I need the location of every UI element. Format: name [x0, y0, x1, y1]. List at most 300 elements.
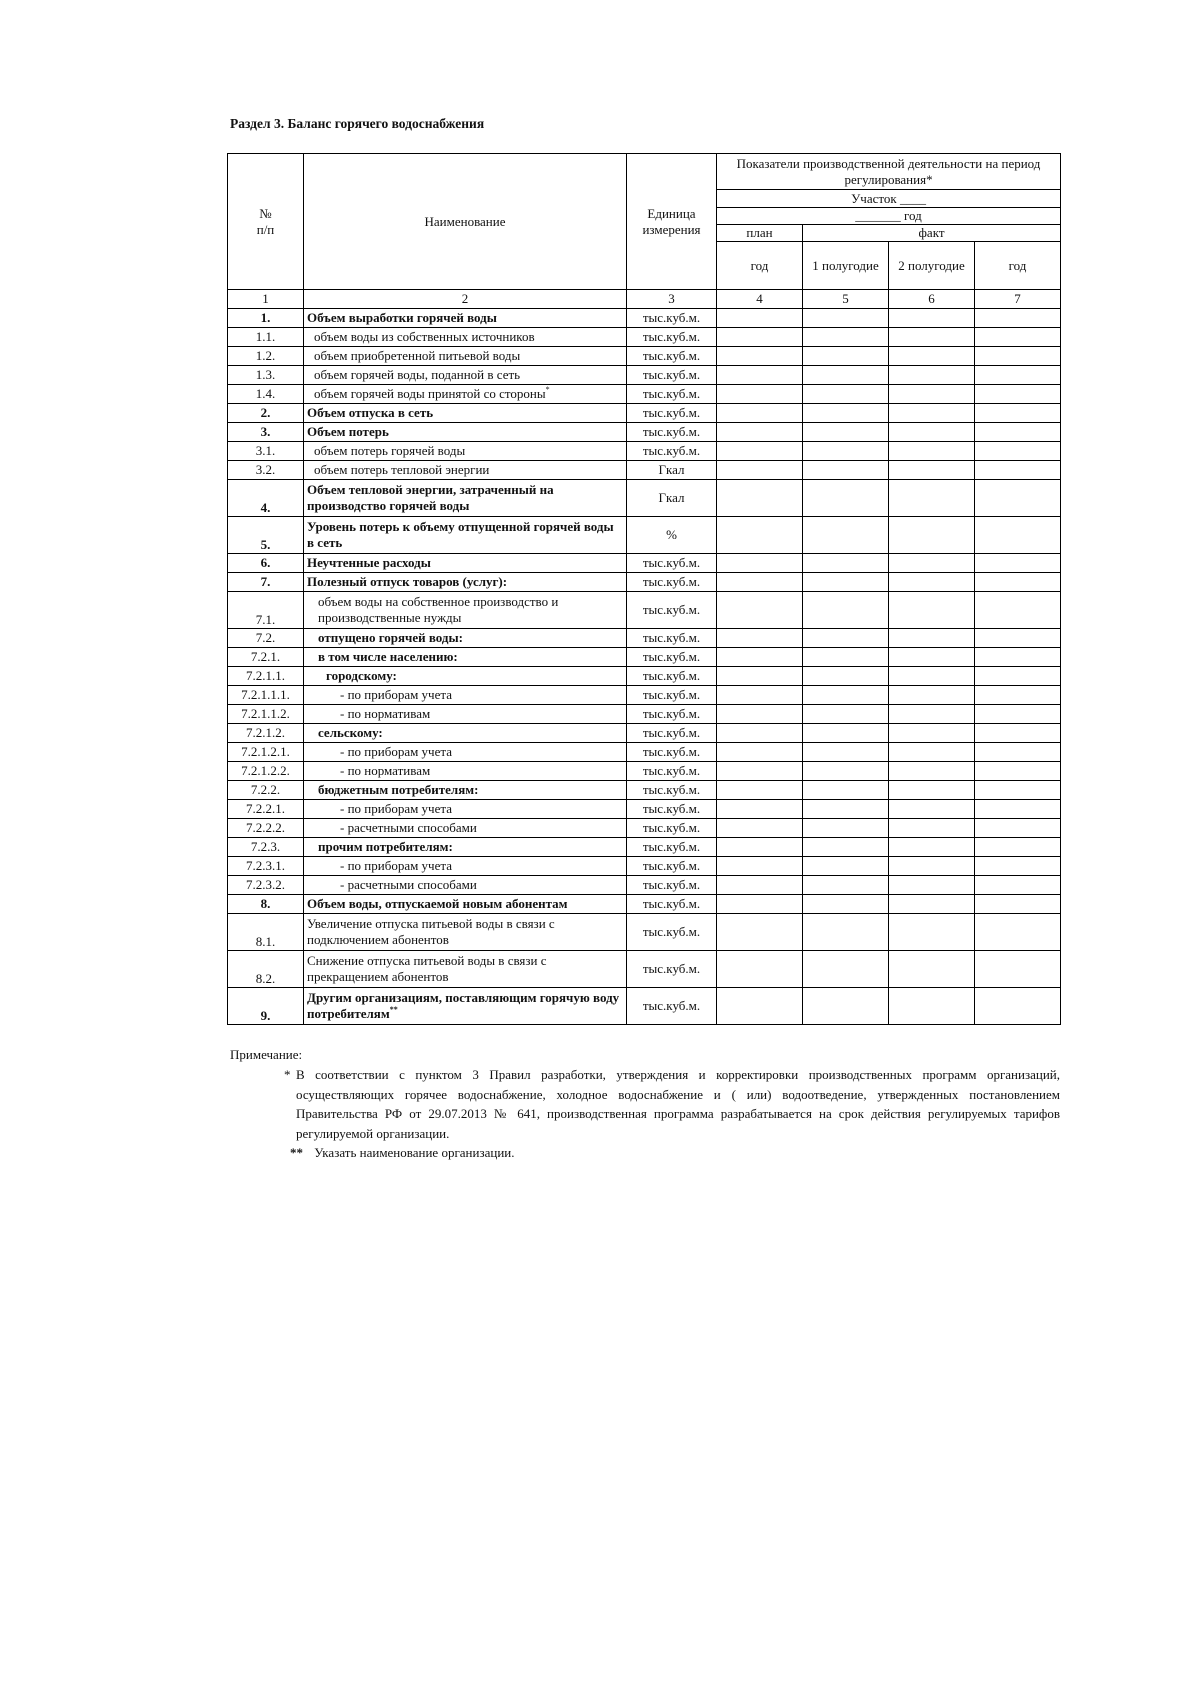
value-cell — [975, 442, 1061, 461]
row-unit: тыс.куб.м. — [627, 686, 717, 705]
row-number: 7.1. — [228, 592, 304, 629]
table-row — [228, 648, 1061, 667]
row-name-text: отпущено горячей воды: — [318, 630, 463, 645]
value-cell — [803, 442, 889, 461]
row-name-text: Другим организациям, поставляющим горячую воду потребителям — [307, 990, 620, 1021]
table-row — [228, 686, 1061, 705]
value-cell — [803, 667, 889, 686]
value-cell — [803, 800, 889, 819]
row-name-text: - по приборам учета — [340, 801, 452, 816]
value-cell — [889, 442, 975, 461]
row-unit: тыс.куб.м. — [627, 573, 717, 592]
row-name — [304, 667, 627, 686]
row-unit: тыс.куб.м. — [627, 876, 717, 895]
table-row — [228, 592, 1061, 629]
value-cell — [889, 461, 975, 480]
value-cell — [975, 914, 1061, 951]
value-cell — [975, 366, 1061, 385]
value-cell — [803, 648, 889, 667]
row-name-text: сельскому: — [318, 725, 383, 740]
value-cell — [889, 705, 975, 724]
value-cell — [803, 686, 889, 705]
row-unit: тыс.куб.м. — [627, 724, 717, 743]
section-title: Раздел 3. Баланс горячего водоснабжения — [230, 116, 485, 131]
row-unit: тыс.куб.м. — [627, 328, 717, 347]
footnote-1-mark: * — [284, 1067, 291, 1082]
value-cell — [975, 554, 1061, 573]
row-number: 7.2.1.1.1. — [228, 686, 304, 705]
column-number: 5 — [803, 290, 889, 309]
row-number: 7.2.2.2. — [228, 819, 304, 838]
row-unit: тыс.куб.м. — [627, 554, 717, 573]
column-number: 4 — [717, 290, 803, 309]
row-number: 7.2.2. — [228, 781, 304, 800]
header-unit: Единица измерения — [627, 154, 717, 290]
table-row — [228, 724, 1061, 743]
row-name-text: - расчетными способами — [340, 820, 477, 835]
header-name: Наименование — [304, 154, 627, 290]
row-number: 8. — [228, 895, 304, 914]
row-name-text: Объем отпуска в сеть — [307, 405, 434, 420]
row-name-text: Объем тепловой энергии, затраченный на производство горячей воды — [307, 482, 554, 513]
row-unit: тыс.куб.м. — [627, 592, 717, 629]
value-cell — [717, 480, 803, 517]
row-number: 5. — [228, 517, 304, 554]
row-unit: тыс.куб.м. — [627, 743, 717, 762]
value-cell — [975, 724, 1061, 743]
row-number: 3.2. — [228, 461, 304, 480]
value-cell — [717, 554, 803, 573]
value-cell — [889, 781, 975, 800]
row-name-text: объем горячей воды, поданной в сеть — [314, 367, 521, 382]
value-cell — [803, 461, 889, 480]
value-cell — [975, 461, 1061, 480]
table-row — [228, 404, 1061, 423]
row-number: 7.2.3.2. — [228, 876, 304, 895]
row-unit: тыс.куб.м. — [627, 819, 717, 838]
row-name — [304, 573, 627, 592]
row-unit: тыс.куб.м. — [627, 648, 717, 667]
value-cell — [975, 404, 1061, 423]
row-number: 7.2.1.2.1. — [228, 743, 304, 762]
value-cell — [803, 705, 889, 724]
footnote-2 — [290, 1145, 514, 1161]
row-number: 1.2. — [228, 347, 304, 366]
row-name-text: городскому: — [326, 668, 397, 683]
value-cell — [803, 781, 889, 800]
value-cell — [889, 347, 975, 366]
value-cell — [889, 951, 975, 988]
value-cell — [717, 781, 803, 800]
value-cell — [803, 328, 889, 347]
value-cell — [889, 743, 975, 762]
value-cell — [975, 819, 1061, 838]
value-cell — [717, 385, 803, 404]
row-unit: тыс.куб.м. — [627, 442, 717, 461]
row-name-text: Снижение отпуска питьевой воды в связи с прекращением абонентов — [307, 953, 547, 984]
value-cell — [803, 895, 889, 914]
value-cell — [889, 838, 975, 857]
row-name-text: Объем выработки горячей воды — [307, 310, 497, 325]
footnote-2-mark: ** — [290, 1145, 303, 1160]
row-unit: тыс.куб.м. — [627, 762, 717, 781]
header-plan: план — [717, 225, 803, 242]
table-row — [228, 423, 1061, 442]
value-cell — [717, 648, 803, 667]
row-name — [304, 724, 627, 743]
row-number: 2. — [228, 404, 304, 423]
table-row — [228, 667, 1061, 686]
footnote-2-text: Указать наименование организации. — [314, 1145, 515, 1160]
row-name — [304, 385, 627, 404]
row-number: 8.2. — [228, 951, 304, 988]
header-year-fact: год — [975, 242, 1061, 290]
row-unit: тыс.куб.м. — [627, 366, 717, 385]
column-numbers-row — [228, 290, 1061, 309]
value-cell — [803, 629, 889, 648]
table-row — [228, 800, 1061, 819]
row-name — [304, 705, 627, 724]
value-cell — [889, 385, 975, 404]
row-name-text: - расчетными способами — [340, 877, 477, 892]
value-cell — [975, 573, 1061, 592]
value-cell — [717, 309, 803, 328]
row-unit: тыс.куб.м. — [627, 914, 717, 951]
row-unit: тыс.куб.м. — [627, 781, 717, 800]
value-cell — [717, 743, 803, 762]
value-cell — [717, 800, 803, 819]
row-unit: Гкал — [627, 480, 717, 517]
value-cell — [889, 573, 975, 592]
value-cell — [717, 592, 803, 629]
row-number: 7.2.3.1. — [228, 857, 304, 876]
row-unit: тыс.куб.м. — [627, 309, 717, 328]
row-number: 8.1. — [228, 914, 304, 951]
value-cell — [975, 857, 1061, 876]
row-name-text: бюджетным потребителям: — [318, 782, 479, 797]
table-row — [228, 385, 1061, 404]
table-row — [228, 838, 1061, 857]
row-name — [304, 309, 627, 328]
row-unit: тыс.куб.м. — [627, 895, 717, 914]
header-fact: факт — [803, 225, 1061, 242]
value-cell — [889, 724, 975, 743]
value-cell — [803, 347, 889, 366]
value-cell — [717, 423, 803, 442]
row-name — [304, 857, 627, 876]
row-name — [304, 461, 627, 480]
value-cell — [975, 480, 1061, 517]
row-name-text: в том числе населению: — [318, 649, 458, 664]
value-cell — [975, 592, 1061, 629]
value-cell — [889, 629, 975, 648]
row-unit: тыс.куб.м. — [627, 857, 717, 876]
row-unit: Гкал — [627, 461, 717, 480]
row-name — [304, 366, 627, 385]
value-cell — [803, 762, 889, 781]
value-cell — [717, 517, 803, 554]
value-cell — [717, 328, 803, 347]
row-name — [304, 629, 627, 648]
header-half-1: 1 полугодие — [803, 242, 889, 290]
row-name — [304, 988, 627, 1025]
row-number: 1. — [228, 309, 304, 328]
value-cell — [889, 480, 975, 517]
value-cell — [889, 667, 975, 686]
row-name-text: объем потерь горячей воды — [314, 443, 466, 458]
value-cell — [803, 573, 889, 592]
footnote-1-text: В соответствии с пунктом 3 Правил разработки, утверждения и корректировки производственных программ организаций, осуществляющих горячее водоснабжение, холодное водоснабжение и ( или) водоотведение, утвержденных постановлением Правительства РФ от 29.07.2013 № 641, производственная программа разрабатывается на срок действия регулируемых тарифов регулируемой организации. — [296, 1067, 1060, 1141]
value-cell — [889, 366, 975, 385]
row-name-text: Объем воды, отпускаемой новым абонентам — [307, 896, 568, 911]
table-row — [228, 554, 1061, 573]
table-row — [228, 895, 1061, 914]
row-number: 4. — [228, 480, 304, 517]
value-cell — [889, 554, 975, 573]
row-name — [304, 762, 627, 781]
row-unit: тыс.куб.м. — [627, 629, 717, 648]
table-row — [228, 517, 1061, 554]
value-cell — [975, 385, 1061, 404]
row-number: 1.4. — [228, 385, 304, 404]
row-name — [304, 914, 627, 951]
footnote-marker: ** — [389, 1005, 398, 1014]
value-cell — [803, 838, 889, 857]
value-cell — [803, 876, 889, 895]
value-cell — [803, 592, 889, 629]
row-name-text: - по приборам учета — [340, 858, 452, 873]
value-cell — [975, 762, 1061, 781]
value-cell — [803, 819, 889, 838]
header-half-2: 2 полугодие — [889, 242, 975, 290]
value-cell — [717, 686, 803, 705]
value-cell — [889, 762, 975, 781]
value-cell — [975, 781, 1061, 800]
value-cell — [803, 423, 889, 442]
header-year-plan: год — [717, 242, 803, 290]
notes-label: Примечание: — [230, 1047, 303, 1062]
value-cell — [717, 629, 803, 648]
value-cell — [889, 309, 975, 328]
value-cell — [717, 667, 803, 686]
row-name-text: Уровень потерь к объему отпущенной горячей воды в сеть — [307, 519, 614, 550]
value-cell — [975, 838, 1061, 857]
row-number: 1.1. — [228, 328, 304, 347]
row-name-text: Неучтенные расходы — [307, 555, 431, 570]
value-cell — [889, 800, 975, 819]
row-number: 7.2.1.2.2. — [228, 762, 304, 781]
value-cell — [975, 347, 1061, 366]
row-name — [304, 423, 627, 442]
value-cell — [717, 366, 803, 385]
value-cell — [803, 951, 889, 988]
value-cell — [889, 819, 975, 838]
value-cell — [717, 573, 803, 592]
header-num: № п/п — [228, 154, 304, 290]
column-number: 3 — [627, 290, 717, 309]
table-row — [228, 951, 1061, 988]
value-cell — [803, 914, 889, 951]
table-row — [228, 461, 1061, 480]
value-cell — [717, 857, 803, 876]
row-unit: тыс.куб.м. — [627, 951, 717, 988]
value-cell — [803, 366, 889, 385]
value-cell — [975, 629, 1061, 648]
row-name — [304, 686, 627, 705]
row-name-text: - по приборам учета — [340, 687, 452, 702]
row-name — [304, 480, 627, 517]
table-row — [228, 705, 1061, 724]
row-number: 7.2.1.1.2. — [228, 705, 304, 724]
row-number: 1.3. — [228, 366, 304, 385]
value-cell — [889, 517, 975, 554]
table-row — [228, 988, 1061, 1025]
row-name — [304, 328, 627, 347]
table-row — [228, 366, 1061, 385]
column-number: 6 — [889, 290, 975, 309]
header-year: _______ год — [717, 208, 1061, 225]
row-name-text: Объем потерь — [307, 424, 389, 439]
value-cell — [889, 914, 975, 951]
row-unit: тыс.куб.м. — [627, 404, 717, 423]
table-row — [228, 480, 1061, 517]
row-unit: тыс.куб.м. — [627, 347, 717, 366]
row-name — [304, 592, 627, 629]
value-cell — [717, 876, 803, 895]
value-cell — [975, 705, 1061, 724]
value-cell — [975, 951, 1061, 988]
row-name-text: Увеличение отпуска питьевой воды в связи с подключением абонентов — [307, 916, 555, 947]
value-cell — [889, 686, 975, 705]
table-row — [228, 442, 1061, 461]
row-name — [304, 648, 627, 667]
value-cell — [889, 857, 975, 876]
row-name-text: - по нормативам — [340, 763, 431, 778]
row-name — [304, 895, 627, 914]
value-cell — [975, 743, 1061, 762]
value-cell — [803, 988, 889, 1025]
header-indicators: Показатели производственной деятельности на период регулирования* — [717, 154, 1061, 190]
value-cell — [975, 876, 1061, 895]
row-number: 7. — [228, 573, 304, 592]
row-name-text: объем воды на собственное производство и производственные нужды — [318, 594, 559, 625]
row-name-text: объем приобретенной питьевой воды — [314, 348, 521, 363]
value-cell — [803, 385, 889, 404]
value-cell — [975, 988, 1061, 1025]
value-cell — [975, 895, 1061, 914]
row-name-text: прочим потребителям: — [318, 839, 453, 854]
row-unit: тыс.куб.м. — [627, 705, 717, 724]
value-cell — [717, 819, 803, 838]
row-name-text: Полезный отпуск товаров (услуг): — [307, 574, 508, 589]
value-cell — [889, 423, 975, 442]
table-row — [228, 781, 1061, 800]
value-cell — [975, 517, 1061, 554]
row-name — [304, 951, 627, 988]
value-cell — [803, 404, 889, 423]
value-cell — [717, 838, 803, 857]
row-name-text: - по нормативам — [340, 706, 431, 721]
value-cell — [889, 876, 975, 895]
row-name — [304, 442, 627, 461]
row-name-text: объем воды из собственных источников — [314, 329, 535, 344]
row-name — [304, 743, 627, 762]
row-number: 7.2.1.2. — [228, 724, 304, 743]
row-name — [304, 554, 627, 573]
value-cell — [975, 648, 1061, 667]
row-name — [304, 517, 627, 554]
column-number: 7 — [975, 290, 1061, 309]
value-cell — [975, 667, 1061, 686]
value-cell — [975, 309, 1061, 328]
table-row — [228, 629, 1061, 648]
value-cell — [803, 857, 889, 876]
value-cell — [889, 592, 975, 629]
table-row — [228, 914, 1061, 951]
row-name — [304, 404, 627, 423]
row-unit: тыс.куб.м. — [627, 988, 717, 1025]
table-row — [228, 857, 1061, 876]
value-cell — [803, 309, 889, 328]
row-number: 7.2.3. — [228, 838, 304, 857]
footnote-1 — [284, 1065, 1060, 1143]
value-cell — [717, 705, 803, 724]
value-cell — [975, 800, 1061, 819]
row-name-text: объем горячей воды принятой со стороны — [314, 386, 546, 401]
table-row — [228, 743, 1061, 762]
value-cell — [803, 480, 889, 517]
row-name-text: - по приборам учета — [340, 744, 452, 759]
value-cell — [889, 895, 975, 914]
row-number: 7.2.2.1. — [228, 800, 304, 819]
row-unit: тыс.куб.м. — [627, 838, 717, 857]
row-number: 7.2. — [228, 629, 304, 648]
row-unit: % — [627, 517, 717, 554]
table-row — [228, 819, 1061, 838]
value-cell — [889, 404, 975, 423]
footnote-marker: * — [545, 385, 550, 394]
row-name-text: объем потерь тепловой энергии — [314, 462, 490, 477]
value-cell — [717, 461, 803, 480]
value-cell — [717, 724, 803, 743]
value-cell — [717, 347, 803, 366]
row-unit: тыс.куб.м. — [627, 385, 717, 404]
header-section: Участок ____ — [717, 190, 1061, 208]
table-row — [228, 309, 1061, 328]
value-cell — [975, 686, 1061, 705]
row-number: 3.1. — [228, 442, 304, 461]
column-number: 1 — [228, 290, 304, 309]
row-name — [304, 347, 627, 366]
value-cell — [717, 404, 803, 423]
value-cell — [717, 914, 803, 951]
table-row — [228, 573, 1061, 592]
value-cell — [889, 988, 975, 1025]
value-cell — [717, 762, 803, 781]
row-number: 3. — [228, 423, 304, 442]
value-cell — [975, 423, 1061, 442]
value-cell — [803, 743, 889, 762]
row-number: 6. — [228, 554, 304, 573]
table-row — [228, 347, 1061, 366]
row-unit: тыс.куб.м. — [627, 667, 717, 686]
value-cell — [717, 442, 803, 461]
value-cell — [717, 895, 803, 914]
row-name — [304, 876, 627, 895]
row-unit: тыс.куб.м. — [627, 800, 717, 819]
row-number: 7.2.1.1. — [228, 667, 304, 686]
row-name — [304, 819, 627, 838]
